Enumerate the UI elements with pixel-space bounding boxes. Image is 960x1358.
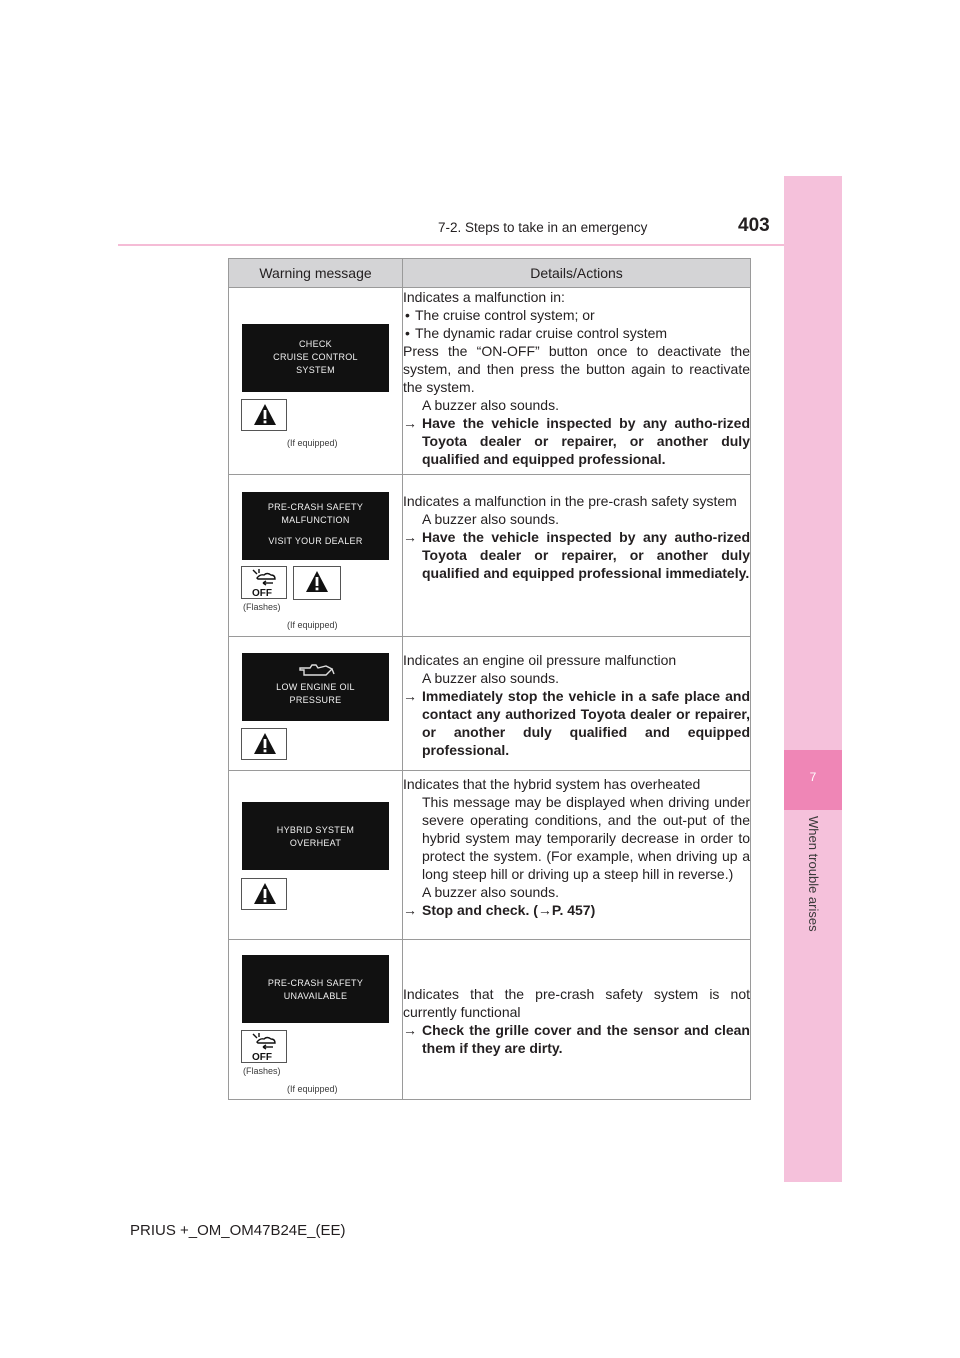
table-row	[229, 475, 751, 637]
table-row	[229, 771, 751, 940]
display-line: PRE-CRASH SAFETY	[267, 978, 364, 988]
table-row	[229, 940, 751, 1100]
table-row	[229, 288, 751, 475]
pre-crash-off-indicator	[241, 1030, 287, 1063]
warning-message-cell	[229, 288, 403, 475]
detail-note: This message may be displayed when driving under severe operating conditions, and the out-put of the hybrid system may temporarily decrease in order to protect the system. (For example, when driving up a long steep hill or driving up a steep hill in reverse.)	[422, 794, 750, 882]
oil-can-icon	[296, 660, 336, 678]
detail-action	[403, 687, 750, 759]
display-line: PRE-CRASH SAFETY	[267, 502, 364, 512]
master-warning-indicator	[241, 878, 287, 910]
document-code: PRIUS +_OM_OM47B24E_(EE)	[130, 1222, 346, 1239]
detail-action	[403, 901, 750, 919]
arrow-icon: →	[403, 1022, 417, 1038]
if-equipped-note: (If equipped)	[287, 620, 338, 630]
detail-action	[403, 528, 750, 582]
chapter-title: When trouble arises	[806, 816, 821, 932]
display-hybrid-system-overheat	[242, 802, 389, 870]
pre-crash-off-indicator	[241, 566, 287, 599]
warning-message-cell	[229, 637, 403, 771]
detail-buzzer: A buzzer also sounds.	[422, 670, 559, 686]
display-pre-crash-unavailable	[242, 955, 389, 1023]
display-spacer	[242, 527, 389, 535]
chapter-number: 7	[809, 770, 817, 784]
arrow-icon: →	[403, 415, 417, 431]
display-line: HYBRID SYSTEM	[276, 825, 355, 835]
display-line: MALFUNCTION	[281, 515, 350, 525]
flashes-note: (Flashes)	[243, 1066, 281, 1076]
master-warning-indicator	[241, 728, 287, 760]
display-line: VISIT YOUR DEALER	[268, 536, 363, 546]
action-text: Immediately stop the vehicle in a safe place and contact any authorized Toyota dealer or repairer, or another duly qualified and equipped professional.	[422, 688, 750, 758]
pre-crash-off-icon	[249, 568, 281, 598]
display-line: CRUISE CONTROL	[273, 352, 358, 362]
detail-body: Press the “ON-OFF” button once to deactivate the system, and then press the button again to reactivate the system.	[403, 343, 750, 395]
warning-message-cell	[229, 771, 403, 940]
page-reference: P. 457)	[551, 902, 596, 918]
detail-intro: Indicates that the hybrid system has overheated	[403, 776, 701, 792]
display-line: PRESSURE	[289, 695, 342, 705]
display-check-cruise-control	[242, 324, 389, 392]
detail-action	[403, 1021, 750, 1057]
chapter-side-tab	[784, 176, 842, 1182]
page-number: 403	[738, 215, 770, 236]
bullet-text: The cruise control system; or	[415, 307, 595, 323]
if-equipped-note: (If equipped)	[287, 438, 338, 448]
detail-buzzer: A buzzer also sounds.	[422, 884, 559, 900]
warning-message-cell	[229, 940, 403, 1100]
warning-triangle-icon	[253, 403, 277, 427]
table-row	[229, 637, 751, 771]
action-text: Stop and check. (	[422, 902, 538, 918]
action-text: Check the grille cover and the sensor and clean them if they are dirty.	[422, 1022, 750, 1056]
detail-intro: Indicates a malfunction in:	[403, 289, 565, 305]
arrow-icon: →	[403, 529, 417, 545]
details-cell	[403, 940, 751, 1100]
action-text: Have the vehicle inspected by any autho-rized Toyota dealer or repairer, or another duly qualified and equipped professional immediately.	[422, 529, 750, 581]
master-warning-indicator	[293, 566, 341, 600]
detail-action	[403, 414, 750, 468]
warning-message-cell	[229, 475, 403, 637]
arrow-icon: →	[537, 902, 552, 918]
detail-buzzer: A buzzer also sounds.	[422, 511, 559, 527]
bullet-text: The dynamic radar cruise control system	[415, 325, 668, 341]
arrow-icon: →	[403, 688, 417, 704]
section-title: 7-2. Steps to take in an emergency	[438, 220, 648, 235]
detail-intro: Indicates a malfunction in the pre-crash safety system	[403, 493, 737, 509]
warning-message-table	[228, 258, 751, 1100]
display-line: LOW ENGINE OIL	[276, 682, 355, 692]
warning-triangle-icon	[305, 570, 329, 594]
table-header-row	[229, 259, 751, 288]
warning-triangle-icon	[253, 882, 277, 906]
display-line: CHECK	[298, 339, 332, 349]
display-line: UNAVAILABLE	[283, 991, 348, 1001]
detail-bullet: • The cruise control system; or	[405, 307, 595, 323]
action-text: Have the vehicle inspected by any autho-rized Toyota dealer or repairer, or another duly qualified and equipped professional.	[422, 415, 750, 467]
display-line: OVERHEAT	[289, 838, 342, 848]
if-equipped-note: (If equipped)	[287, 1084, 338, 1094]
details-cell	[403, 288, 751, 475]
master-warning-indicator	[241, 399, 287, 431]
detail-intro: Indicates that the pre-crash safety system is not currently functional	[403, 986, 750, 1020]
flashes-note: (Flashes)	[243, 602, 281, 612]
details-cell	[403, 475, 751, 637]
display-line: SYSTEM	[296, 365, 335, 375]
column-header-details-actions: Details/Actions	[403, 259, 751, 288]
details-cell	[403, 637, 751, 771]
detail-intro: Indicates an engine oil pressure malfunction	[403, 652, 677, 668]
column-header-warning-message: Warning message	[229, 259, 403, 288]
arrow-icon: →	[403, 902, 417, 918]
pre-crash-off-icon	[249, 1032, 281, 1062]
off-label: OFF	[252, 588, 272, 598]
header-rule	[118, 244, 842, 246]
detail-buzzer: A buzzer also sounds.	[422, 397, 559, 413]
details-cell	[403, 771, 751, 940]
off-label: OFF	[252, 1052, 272, 1062]
warning-triangle-icon	[253, 732, 277, 756]
display-low-engine-oil-pressure	[242, 653, 389, 721]
detail-bullet: • The dynamic radar cruise control system	[405, 325, 668, 341]
display-pre-crash-malfunction	[242, 492, 389, 560]
